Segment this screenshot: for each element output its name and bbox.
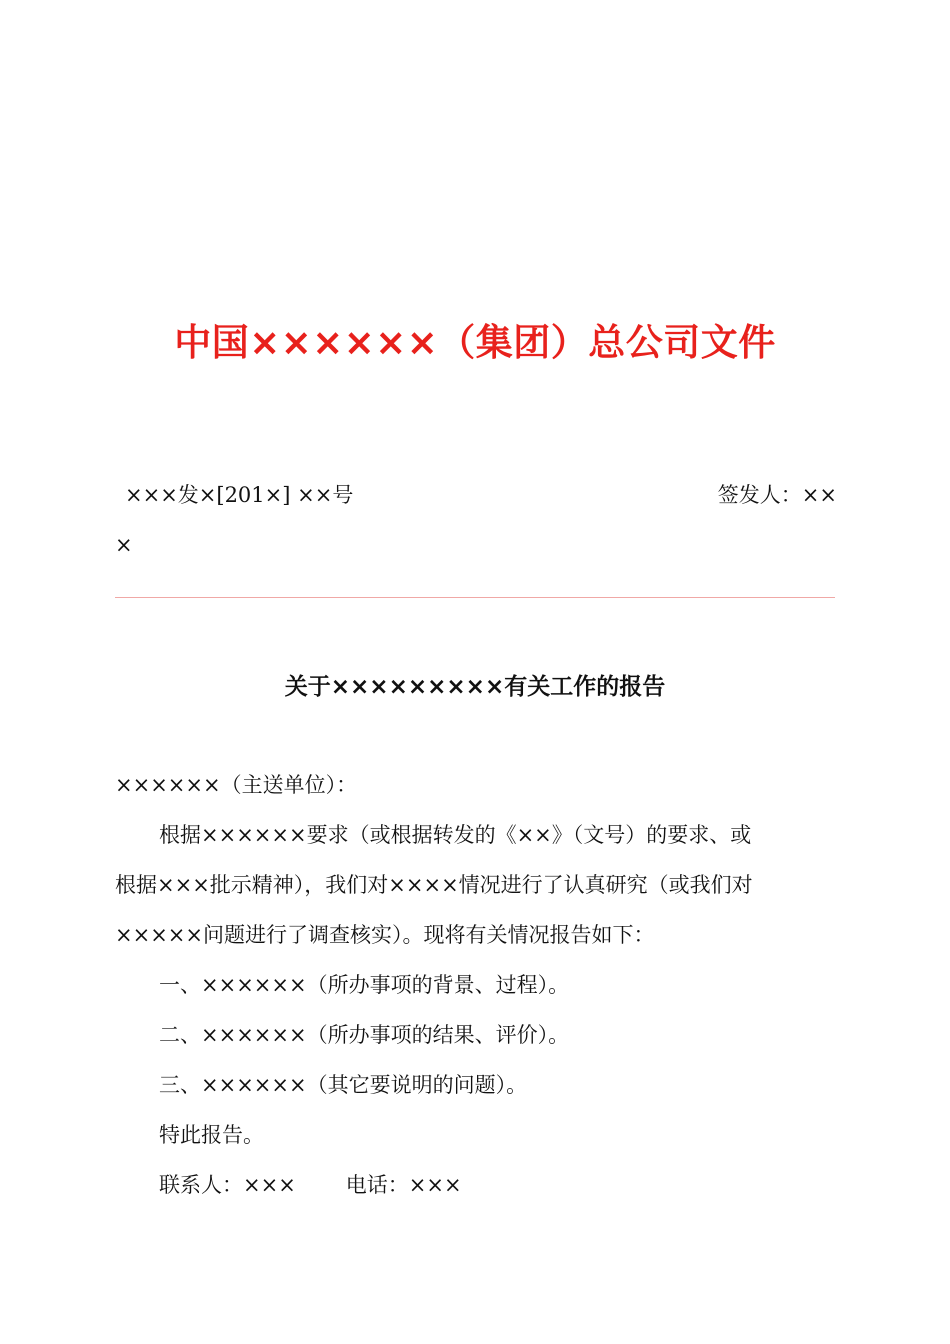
recipient-line: ××××××（主送单位）： <box>115 773 358 797</box>
contact-line <box>115 1160 837 1210</box>
closing-line: 特此报告。 <box>159 1123 264 1147</box>
report-title: 关于×××××××××有关工作的报告 <box>284 674 666 700</box>
contact-person: 联系人：××× <box>159 1173 296 1197</box>
list-item: 二、××××××（所办事项的结果、评价）。 <box>159 1023 570 1047</box>
list-item: 三、××××××（其它要说明的问题）。 <box>159 1073 528 1097</box>
contact-phone: 电话：××× <box>345 1173 462 1197</box>
list-item: 一、××××××（所办事项的背景、过程）。 <box>159 973 570 997</box>
report-body <box>115 760 837 1210</box>
paragraph-line: 根据×××批示精神），我们对××××情况进行了认真研究（或我们对 <box>115 873 753 897</box>
document-number: ×××发×[201×] ××号 <box>125 483 354 507</box>
paragraph-line: 根据××××××要求（或根据转发的《××》（文号）的要求、或 <box>159 823 752 847</box>
paragraph-line: ×××××问题进行了调查核实）。现将有关情况报告如下： <box>115 923 655 947</box>
signer-label: 签发人：×× <box>717 483 837 507</box>
signer-wrap: × <box>115 533 133 557</box>
header-divider <box>115 597 835 598</box>
document-header-title: 中国××××××（集团）总公司文件 <box>174 321 776 364</box>
